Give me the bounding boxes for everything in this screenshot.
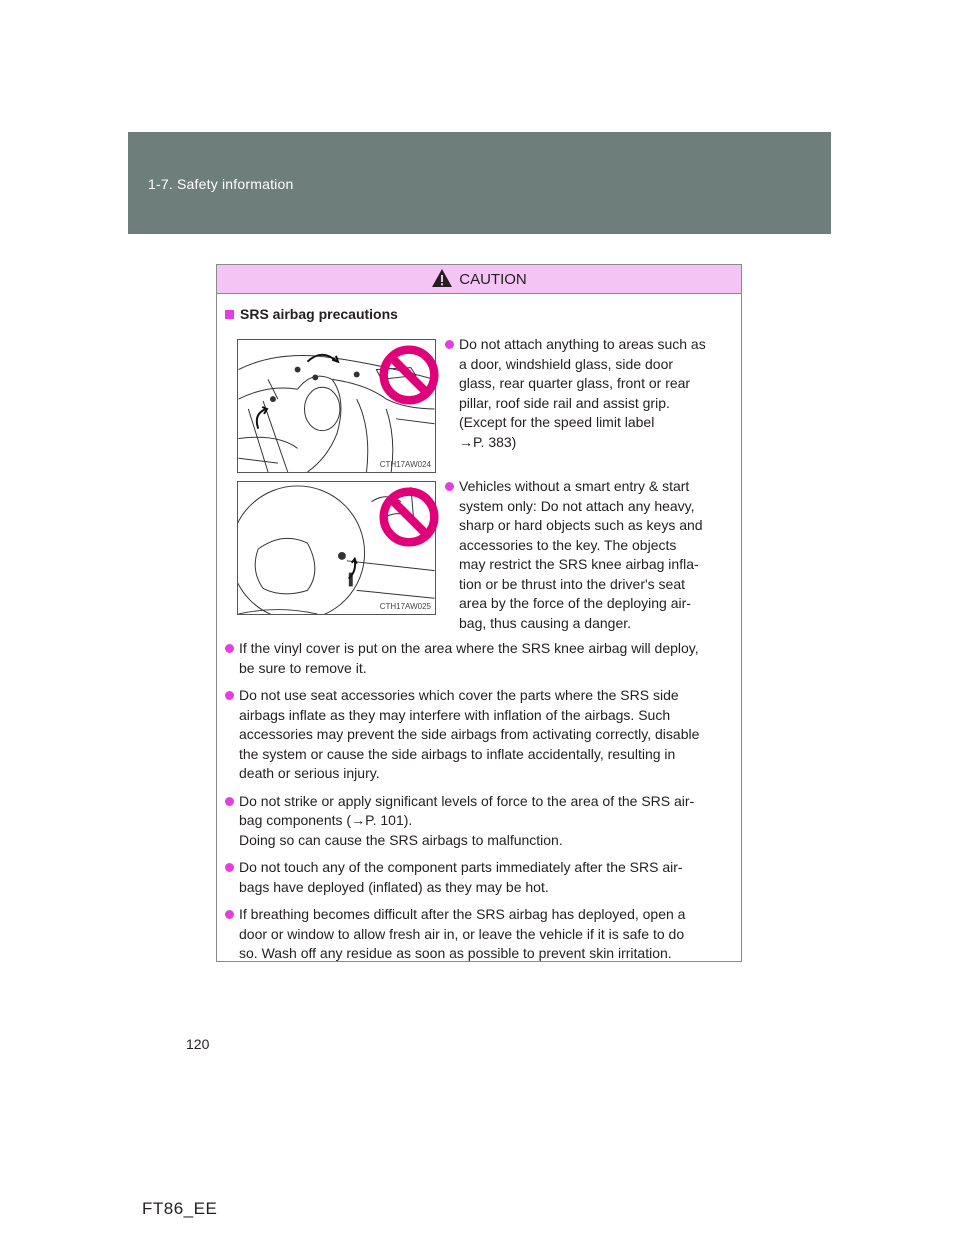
caution-title: CAUTION [459, 270, 527, 288]
bullet-item: Do not use seat accessories which cover the parts where the SRS side airbags inflate as they may interfere with inflation of the airbags. Such accessories may prevent the side airbags from activating correctly, disable the system or cause the side airbags to inflate accidentally, resulting in death or serious injury. [225, 686, 737, 784]
bullet-item: If the vinyl cover is put on the area where the SRS knee airbag will deploy, be sure to remove it. [225, 639, 737, 678]
figure-2-bullet: Vehicles without a smart entry & start system only: Do not attach any heavy, sharp or hard objects such as keys and accessories to the key. The objects may restrict the SRS knee airbag infla- tion or be thrust into the driver's seat area by the force of the deploying air- bag, thus causing a danger. [445, 477, 733, 633]
figure-code: CTH17AW025 [379, 602, 431, 611]
sub-heading [225, 306, 398, 322]
bullet-item: Do not touch any of the component parts immediately after the SRS air- bags have deployed (inflated) as they may be hot. [225, 858, 737, 897]
header-band [128, 132, 831, 234]
document-code: FT86_EE [142, 1199, 218, 1218]
section-title: 1-7. Safety information [148, 176, 294, 192]
sub-heading-text: SRS airbag precautions [240, 306, 398, 322]
caution-header [217, 265, 741, 294]
figure-2-text [445, 477, 733, 633]
caution-bullet-list [225, 639, 737, 972]
figure-1-text [445, 335, 733, 452]
bullet-item: If breathing becomes difficult after the SRS airbag has deployed, open a door or window to allow fresh air in, or leave the vehicle if it is safe to do so. Wash off any residue as soon as possible to prevent skin irritation. [225, 905, 737, 964]
prohibition-icon [379, 487, 439, 547]
prohibition-icon [379, 345, 439, 405]
warning-triangle-icon [431, 268, 453, 288]
figure-code: CTH17AW024 [379, 460, 431, 469]
square-bullet-icon [225, 310, 234, 319]
caution-box [216, 264, 742, 962]
figure-1-bullet: Do not attach anything to areas such as a door, windshield glass, side door glass, rear quarter glass, front or rear pillar, roof side rail and assist grip. (Except for the speed limit label →P. 383) [445, 335, 733, 452]
page-number: 120 [186, 1036, 210, 1052]
bullet-item: Do not strike or apply significant levels of force to the area of the SRS air- bag components (→P. 101). Doing so can cause the SRS airbags to malfunction. [225, 792, 737, 851]
